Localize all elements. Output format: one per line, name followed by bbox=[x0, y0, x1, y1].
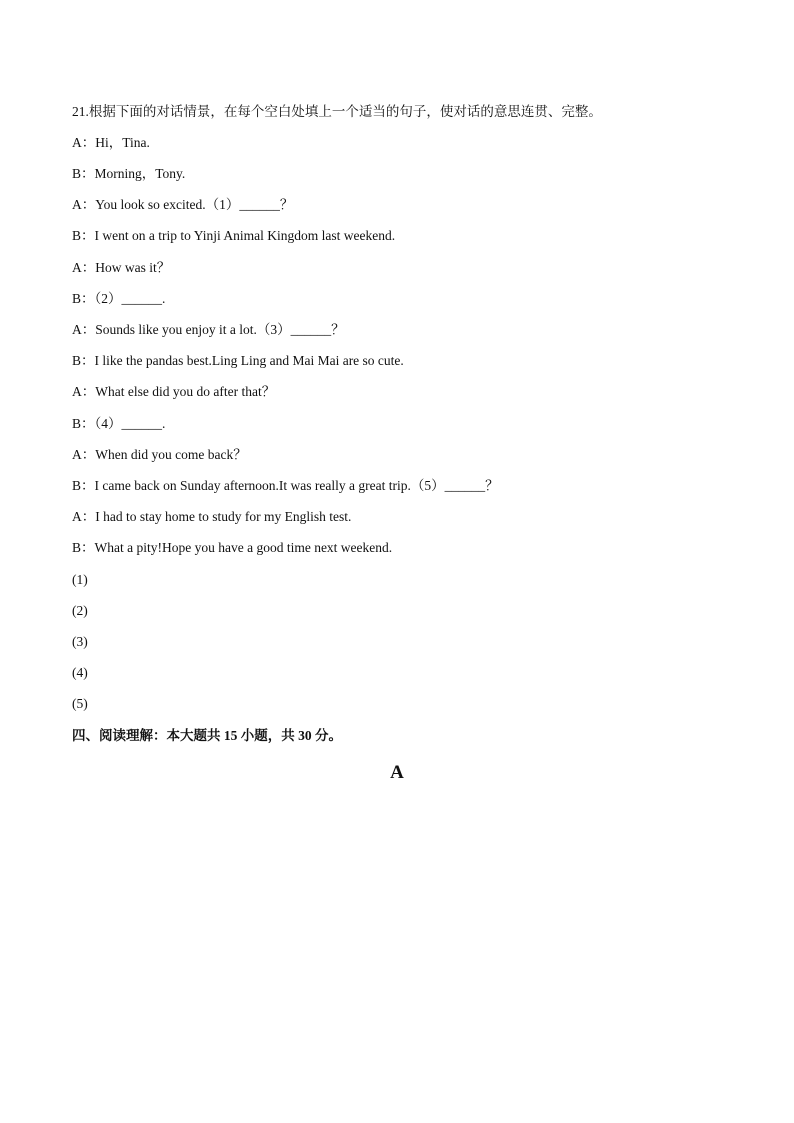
question-title: 21.根据下面的对话情景，在每个空白处填上一个适当的句子，使对话的意思连贯、完整。 bbox=[72, 104, 602, 119]
answer-slot-2: (2) bbox=[72, 603, 88, 618]
dialogue-line-11: A：When did you come back？ bbox=[72, 447, 247, 462]
answer-slot-4: (4) bbox=[72, 665, 88, 680]
dialogue-line-14: B：What a pity!Hope you have a good time next weekend. bbox=[72, 540, 393, 555]
dialogue-line-9: A：What else did you do after that？ bbox=[72, 384, 276, 399]
answer-slot-3: (3) bbox=[72, 634, 88, 649]
dialogue-line-3: A：You look so excited.（1）______？ bbox=[72, 197, 294, 212]
dialogue-line-10: B：（4）______. bbox=[72, 416, 166, 431]
answer-slot-1: (1) bbox=[72, 572, 88, 587]
dialogue-line-12: B：I came back on Sunday afternoon.It was really a great trip.（5）______？ bbox=[72, 478, 499, 493]
answer-slot-5: (5) bbox=[72, 696, 88, 711]
dialogue-line-1: A：Hi，Tina. bbox=[72, 135, 150, 150]
dialogue-line-8: B：I like the pandas best.Ling Ling and Mai Mai are so cute. bbox=[72, 353, 404, 368]
dialogue-line-6: B：（2）______. bbox=[72, 291, 166, 306]
passage-label: A bbox=[390, 762, 404, 783]
dialogue-line-2: B：Morning，Tony. bbox=[72, 166, 186, 181]
dialogue-line-4: B：I went on a trip to Yinji Animal Kingdom last weekend. bbox=[72, 228, 396, 243]
dialogue-line-7: A：Sounds like you enjoy it a lot.（3）______？ bbox=[72, 322, 345, 337]
section-heading: 四、阅读理解：本大题共 15 小题，共 30 分。 bbox=[72, 728, 342, 743]
dialogue-line-13: A：I had to stay home to study for my English test. bbox=[72, 509, 352, 524]
dialogue-line-5: A：How was it？ bbox=[72, 260, 171, 275]
